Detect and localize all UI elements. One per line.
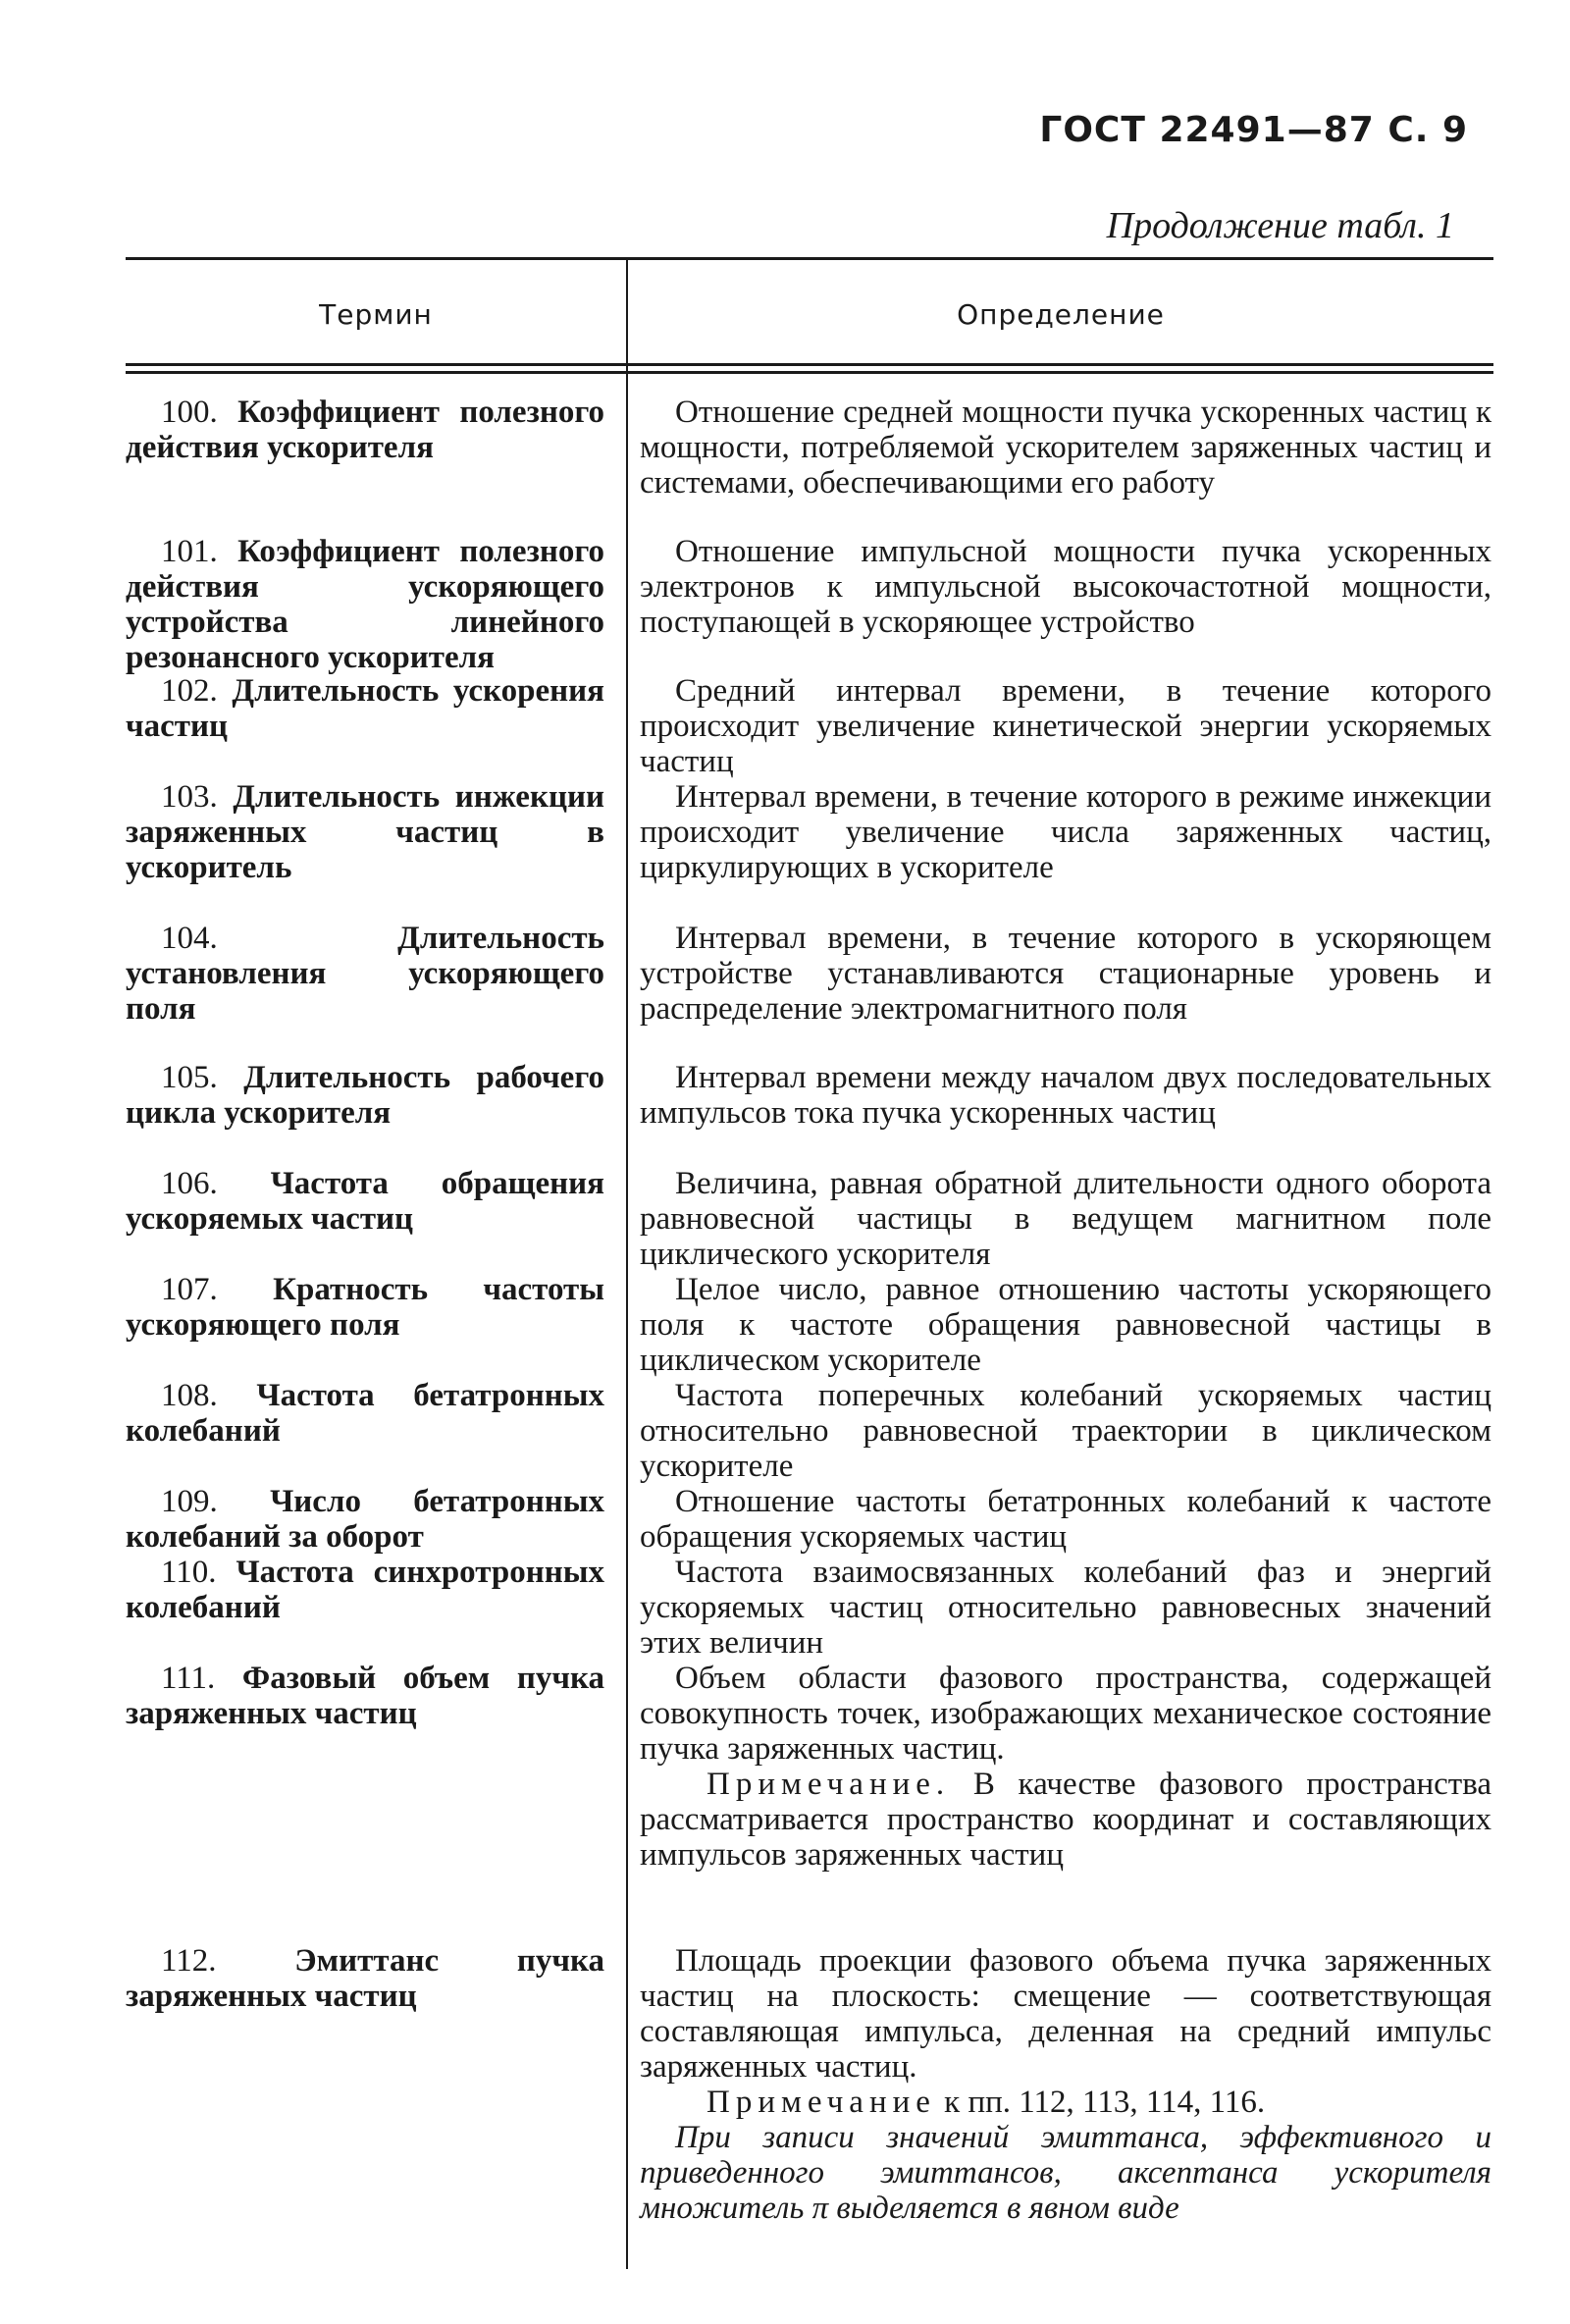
table-row — [126, 921, 1493, 1060]
table-top-rule — [126, 257, 1493, 260]
table-row — [126, 1661, 1493, 1943]
term-cell: 100. Коэффициент полезного действия ускорителя — [126, 395, 605, 465]
column-header-term: Термин — [319, 298, 433, 331]
table-row — [126, 673, 1493, 779]
definition-cell: Интервал времени между началом двух последовательных импульсов тока пучка ускоренных частиц — [640, 1060, 1492, 1131]
term-cell: 103. Длительность инжекции заряженных частиц в ускоритель — [126, 779, 604, 885]
table-row — [126, 1484, 1493, 1555]
term-cell: 112. Эмиттанс пучка заряженных частиц — [126, 1943, 604, 2014]
definition-cell: Объем области фазового пространства, содержащей совокупность точек, изображающих механическое состояние пучка заряженных частиц. Примечание. В качестве фазового пространства рассматривается пространство координат и составляющих импульсов заряженных частиц — [640, 1661, 1492, 1873]
table-body — [126, 395, 1493, 2226]
term-cell: 105. Длительность рабочего цикла ускорителя — [126, 1060, 604, 1131]
table-row — [126, 1943, 1493, 2226]
table-row — [126, 1166, 1493, 1272]
term-cell: 104. Длительность установления ускоряющего поля — [126, 921, 604, 1027]
definition-cell: Отношение частоты бетатронных колебаний к частоте обращения ускоряемых частиц — [640, 1484, 1492, 1555]
definition-cell: Средний интервал времени, в течение которого происходит увеличение кинетической энергии ускоряемых частиц — [640, 673, 1492, 779]
note: Примечание к пп. 112, 113, 114, 116. — [706, 2085, 1266, 2120]
definition-cell: Отношение импульсной мощности пучка ускоренных электронов к импульсной высокочастотной мощности, поступающей в ускоряющее устройство — [640, 534, 1492, 640]
table-row — [126, 1272, 1493, 1378]
term-cell: 107. Кратность частоты ускоряющего поля — [126, 1272, 604, 1343]
term-cell: 110. Частота синхротронных колебаний — [126, 1555, 605, 1625]
table-row — [126, 1060, 1493, 1166]
definition-cell: Площадь проекции фазового объема пучка заряженных частиц на плоскость: смещение — соответствующая составляющая импульса, деленная на средний импульс заряженных частиц. Примечание к пп. 112, 113, 114, 116. При записи значений эмиттанса, эффективного и приведенного эмиттансов, аксептанса ускорителя множитель π выделяется в явном виде — [640, 1943, 1492, 2226]
definition-cell: Интервал времени, в течение которого в режиме инжекции происходит увеличение числа заряженных частиц, циркулирующих в ускорителе — [640, 779, 1492, 885]
term-cell: 101. Коэффициент полезного действия ускоряющего устройства линейного резонансного ускорителя — [126, 534, 605, 675]
table-row — [126, 534, 1493, 673]
header-rule-double — [126, 371, 1493, 374]
table-continuation-label: Продолжение табл. 1 — [1106, 205, 1454, 246]
terms-table — [126, 257, 1493, 2269]
term-cell: 106. Частота обращения ускоряемых частиц — [126, 1166, 604, 1237]
table-row — [126, 779, 1493, 921]
definition-cell: Величина, равная обратной длительности одного оборота равновесной частицы в ведущем магнитном поле циклического ускорителя — [640, 1166, 1492, 1272]
table-row — [126, 1555, 1493, 1661]
page-header: ГОСТ 22491—87 С. 9 — [1039, 110, 1468, 150]
note-text: При записи значений эмиттанса, эффективного и приведенного эмиттансов, аксептанса ускорителя множитель π выделяется в явном виде — [640, 2120, 1492, 2226]
term-cell: 102. Длительность ускорения частиц — [126, 673, 604, 744]
definition-cell: Целое число, равное отношению частоты ускоряющего поля к частоте обращения равновесной частицы в циклическом ускорителе — [640, 1272, 1492, 1378]
note: Примечание. В качестве фазового пространства рассматривается пространство координат и составляющих импульсов заряженных частиц — [640, 1767, 1492, 1873]
header-rule — [126, 363, 1493, 366]
table-row — [126, 1378, 1493, 1484]
column-header-definition: Определение — [957, 298, 1165, 331]
definition-cell: Интервал времени, в течение которого в ускоряющем устройстве устанавливаются стационарные уровень и распределение электромагнитного поля — [640, 921, 1492, 1027]
term-cell: 111. Фазовый объем пучка заряженных частиц — [126, 1661, 605, 1731]
definition-cell: Частота поперечных колебаний ускоряемых частиц относительно равновесной траектории в циклическом ускорителе — [640, 1378, 1492, 1484]
table-row — [126, 395, 1493, 534]
term-cell: 109. Число бетатронных колебаний за оборот — [126, 1484, 604, 1555]
term-cell: 108. Частота бетатронных колебаний — [126, 1378, 605, 1449]
definition-cell: Отношение средней мощности пучка ускоренных частиц к мощности, потребляемой ускорителем заряженных частиц и системами, обеспечивающими его работу — [640, 395, 1492, 501]
definition-cell: Частота взаимосвязанных колебаний фаз и энергий ускоряемых частиц относительно равновесных значений этих величин — [640, 1555, 1492, 1661]
